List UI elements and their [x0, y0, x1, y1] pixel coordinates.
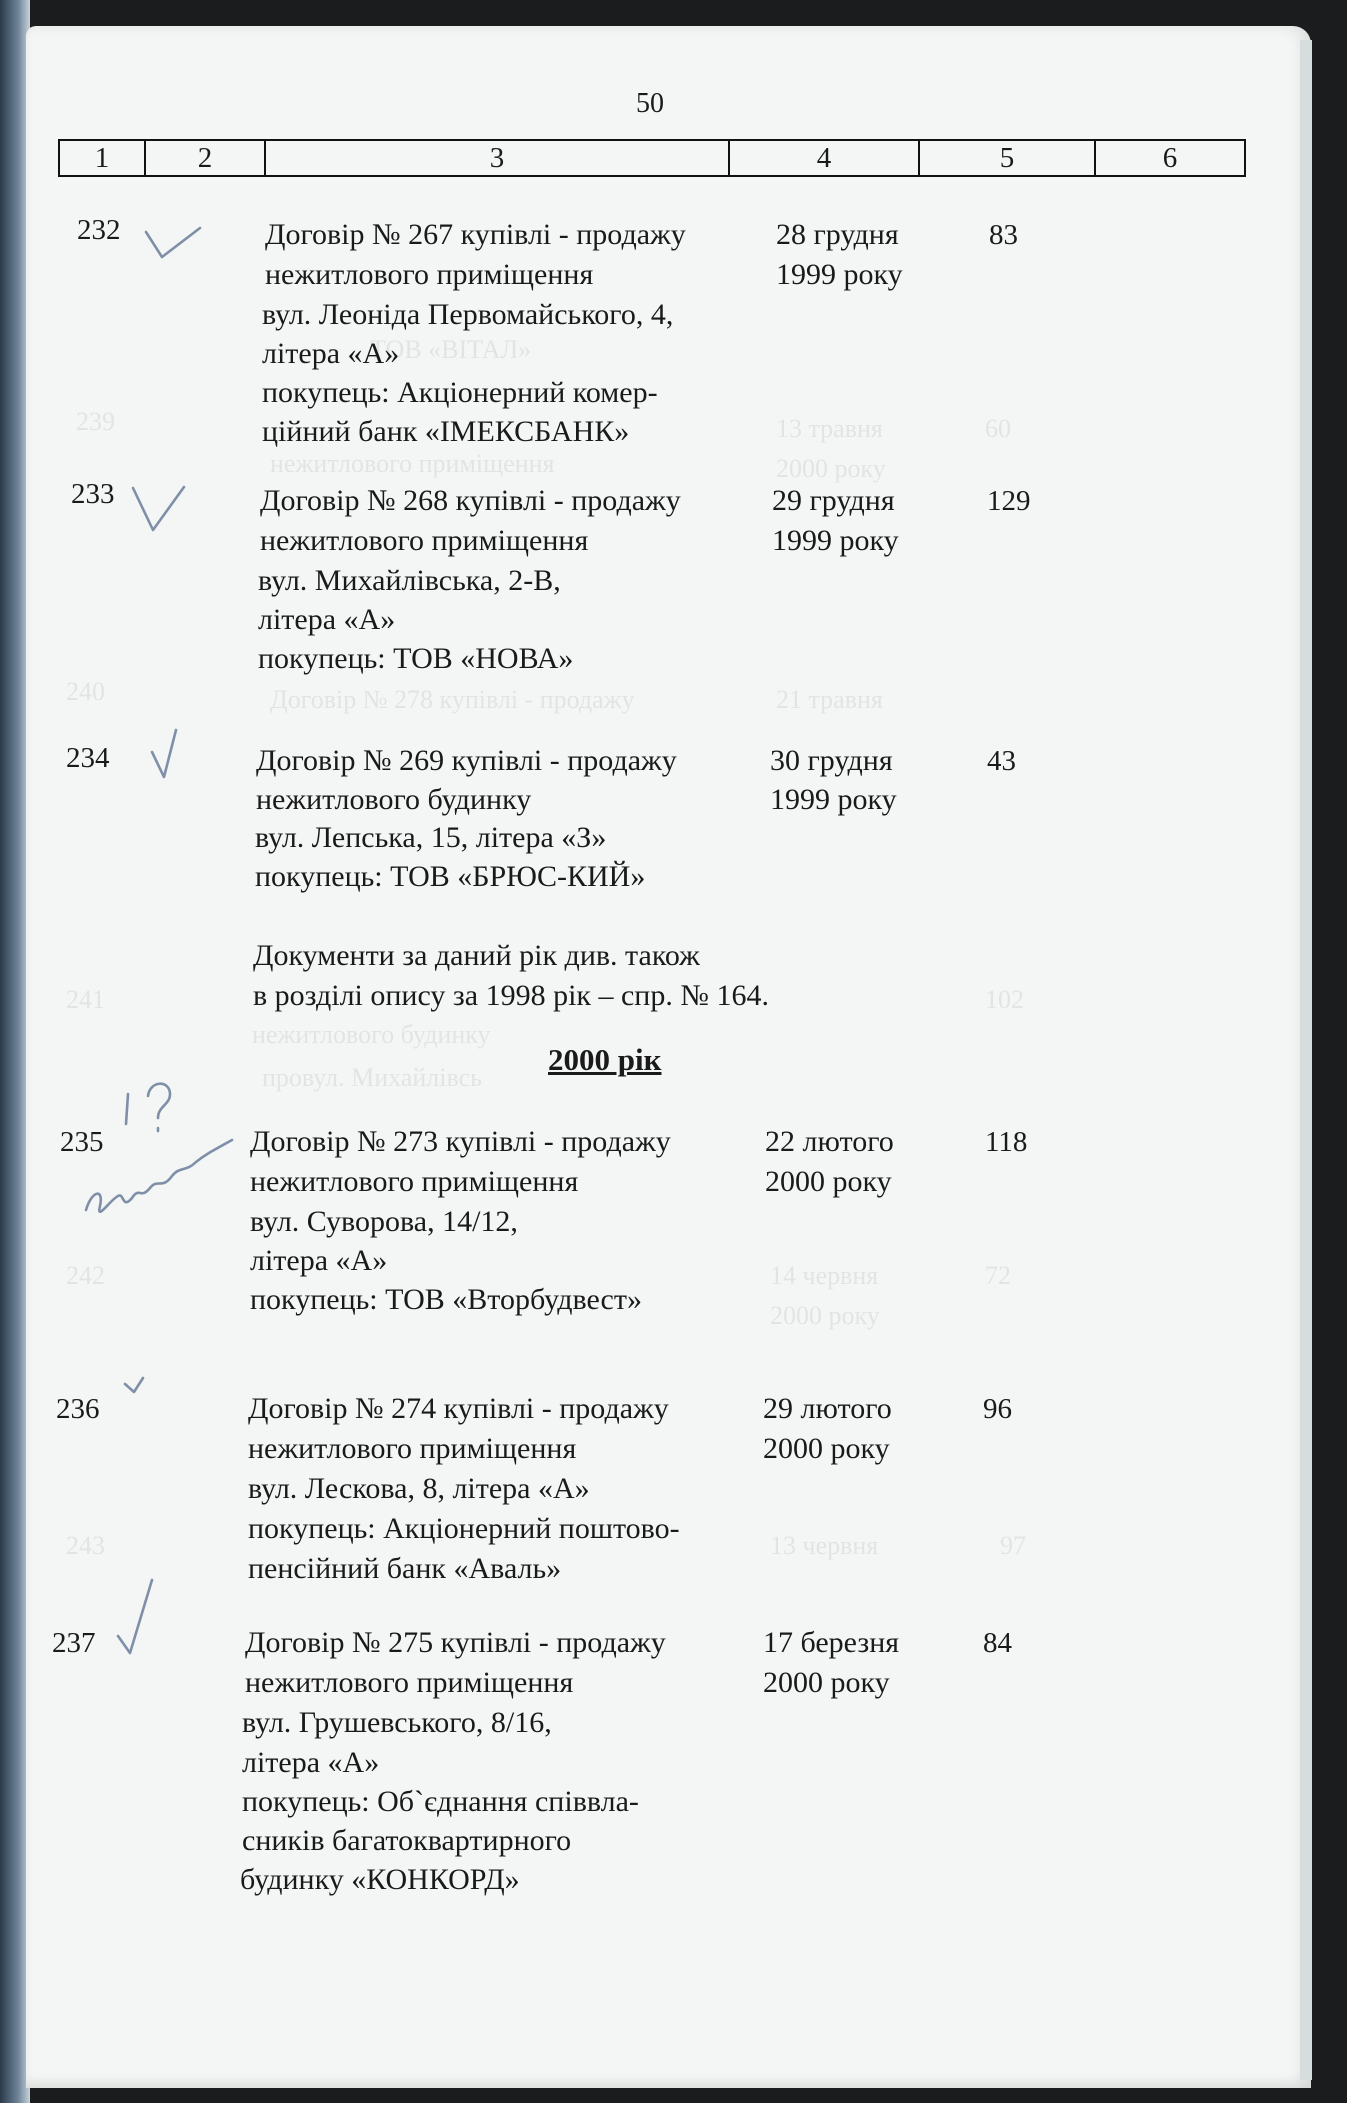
page-number: 50	[636, 88, 664, 119]
entry-line: нежитлового приміщення	[260, 524, 589, 557]
entry-line: вул. Леоніда Первомайського, 4,	[262, 298, 674, 331]
entry-line: Договір № 268 купівлі - продажу	[260, 484, 681, 517]
entry-line: нежитлового приміщення	[265, 258, 594, 291]
entry-line: ційний банк «ІМЕКСБАНК»	[262, 415, 630, 448]
note-line: Документи за даний рік див. також	[253, 939, 700, 972]
entry-sheets: 118	[985, 1126, 1028, 1158]
entry-date: 2000 року	[763, 1432, 890, 1465]
bleed-text: Договір № 278 купівлі - продажу	[270, 685, 635, 714]
column-header-1: 1	[59, 140, 145, 176]
note-line: в розділі опису за 1998 рік – спр. № 164.	[253, 979, 769, 1012]
entry-line: покупець: ТОВ «НОВА»	[258, 642, 574, 675]
entry-line: вул. Лепська, 15, літера «З»	[255, 821, 607, 854]
column-header-3: 3	[265, 140, 729, 176]
entry-date: 2000 року	[765, 1165, 892, 1198]
column-header-2: 2	[145, 140, 265, 176]
entry-date: 1999 року	[776, 258, 903, 291]
entry-line: Договір № 275 купівлі - продажу	[245, 1626, 666, 1659]
bleed-text: ТОВ «ВІТАЛ»	[370, 335, 532, 364]
entry-sheets: 129	[987, 485, 1031, 517]
entry-line: вул. Михайлівська, 2-В,	[258, 564, 561, 597]
entry-line: Договір № 269 купівлі - продажу	[256, 744, 677, 777]
entry-number: 234	[66, 742, 110, 774]
entry-sheets: 96	[983, 1393, 1012, 1425]
column-header-table	[58, 139, 1246, 177]
entry-date: 28 грудня	[776, 218, 899, 251]
entry-line: Договір № 274 купівлі - продажу	[248, 1392, 669, 1425]
bleed-text: 60	[985, 414, 1011, 443]
entry-line: нежитлового приміщення	[250, 1165, 579, 1198]
entry-line: будинку «КОНКОРД»	[240, 1863, 520, 1896]
entry-line: вул. Суворова, 14/12,	[250, 1205, 518, 1238]
bleed-text: 72	[985, 1261, 1011, 1290]
entry-date: 1999 року	[770, 783, 897, 816]
bleed-text: 21 травня	[776, 685, 883, 714]
entry-number: 232	[77, 214, 121, 246]
entry-line: літера «А»	[262, 337, 400, 370]
entry-date: 29 лютого	[763, 1392, 892, 1425]
entry-line: покупець: Об`єднання співвла-	[242, 1785, 639, 1818]
entry-date: 22 лютого	[765, 1125, 894, 1158]
entry-number: 233	[71, 478, 115, 510]
entry-line: покупець: Акціонерний комер-	[262, 376, 658, 409]
entry-date: 30 грудня	[770, 744, 893, 777]
bleed-text: 102	[985, 985, 1024, 1014]
entry-date: 29 грудня	[772, 484, 895, 517]
entry-line: сників багатоквартирного	[242, 1824, 572, 1857]
column-header-5: 5	[919, 140, 1095, 176]
entry-line: літера «А»	[258, 603, 396, 636]
bleed-text: 13 червня	[770, 1531, 879, 1560]
entry-line: Договір № 267 купівлі - продажу	[265, 218, 686, 251]
bleed-text: 240	[66, 677, 105, 706]
entry-number: 235	[60, 1126, 104, 1158]
bleed-text: нежитлового будинку	[252, 1020, 491, 1049]
entry-line: нежитлового приміщення	[248, 1432, 577, 1465]
entry-sheets: 43	[987, 745, 1016, 777]
bleed-text: 242	[66, 1261, 105, 1290]
year-heading: 2000 рік	[548, 1042, 662, 1077]
entry-line: вул. Грушевського, 8/16,	[242, 1706, 552, 1739]
bleed-text: нежитлового приміщення	[270, 449, 555, 478]
bleed-text: 14 червня	[770, 1261, 879, 1290]
bleed-text: 97	[1000, 1531, 1026, 1560]
paper-sheet	[26, 26, 1311, 2088]
paper-right-edge	[1300, 40, 1312, 2080]
entry-number: 237	[52, 1627, 96, 1659]
column-header-6: 6	[1095, 140, 1245, 176]
bleed-text: 239	[76, 407, 115, 436]
entry-line: літера «А»	[242, 1746, 380, 1779]
entry-date: 2000 року	[763, 1666, 890, 1699]
entry-line: літера «А»	[250, 1244, 388, 1277]
entry-line: пенсійний банк «Аваль»	[248, 1552, 562, 1585]
bleed-text: 241	[66, 985, 105, 1014]
entry-line: нежитлового приміщення	[245, 1666, 574, 1699]
entry-line: вул. Лескова, 8, літера «А»	[248, 1472, 590, 1505]
entry-sheets: 83	[989, 219, 1018, 251]
bleed-text: провул. Михайлівсь	[262, 1063, 482, 1092]
entry-date: 17 березня	[763, 1626, 900, 1659]
bleed-text: 243	[66, 1531, 105, 1560]
column-header-4: 4	[729, 140, 919, 176]
entry-number: 236	[56, 1393, 100, 1425]
entry-date: 1999 року	[772, 524, 899, 557]
entry-line: Договір № 273 купівлі - продажу	[250, 1125, 671, 1158]
bleed-text: 2000 року	[776, 454, 886, 483]
entry-line: нежитлового будинку	[256, 783, 532, 816]
entry-line: покупець: Акціонерний поштово-	[248, 1512, 680, 1545]
entry-line: покупець: ТОВ «БРЮС-КИЙ»	[255, 860, 646, 893]
entry-sheets: 84	[983, 1627, 1012, 1659]
bleed-text: 13 травня	[776, 414, 883, 443]
entry-line: покупець: ТОВ «Вторбудвест»	[250, 1283, 642, 1316]
bleed-text: 2000 року	[770, 1301, 880, 1330]
